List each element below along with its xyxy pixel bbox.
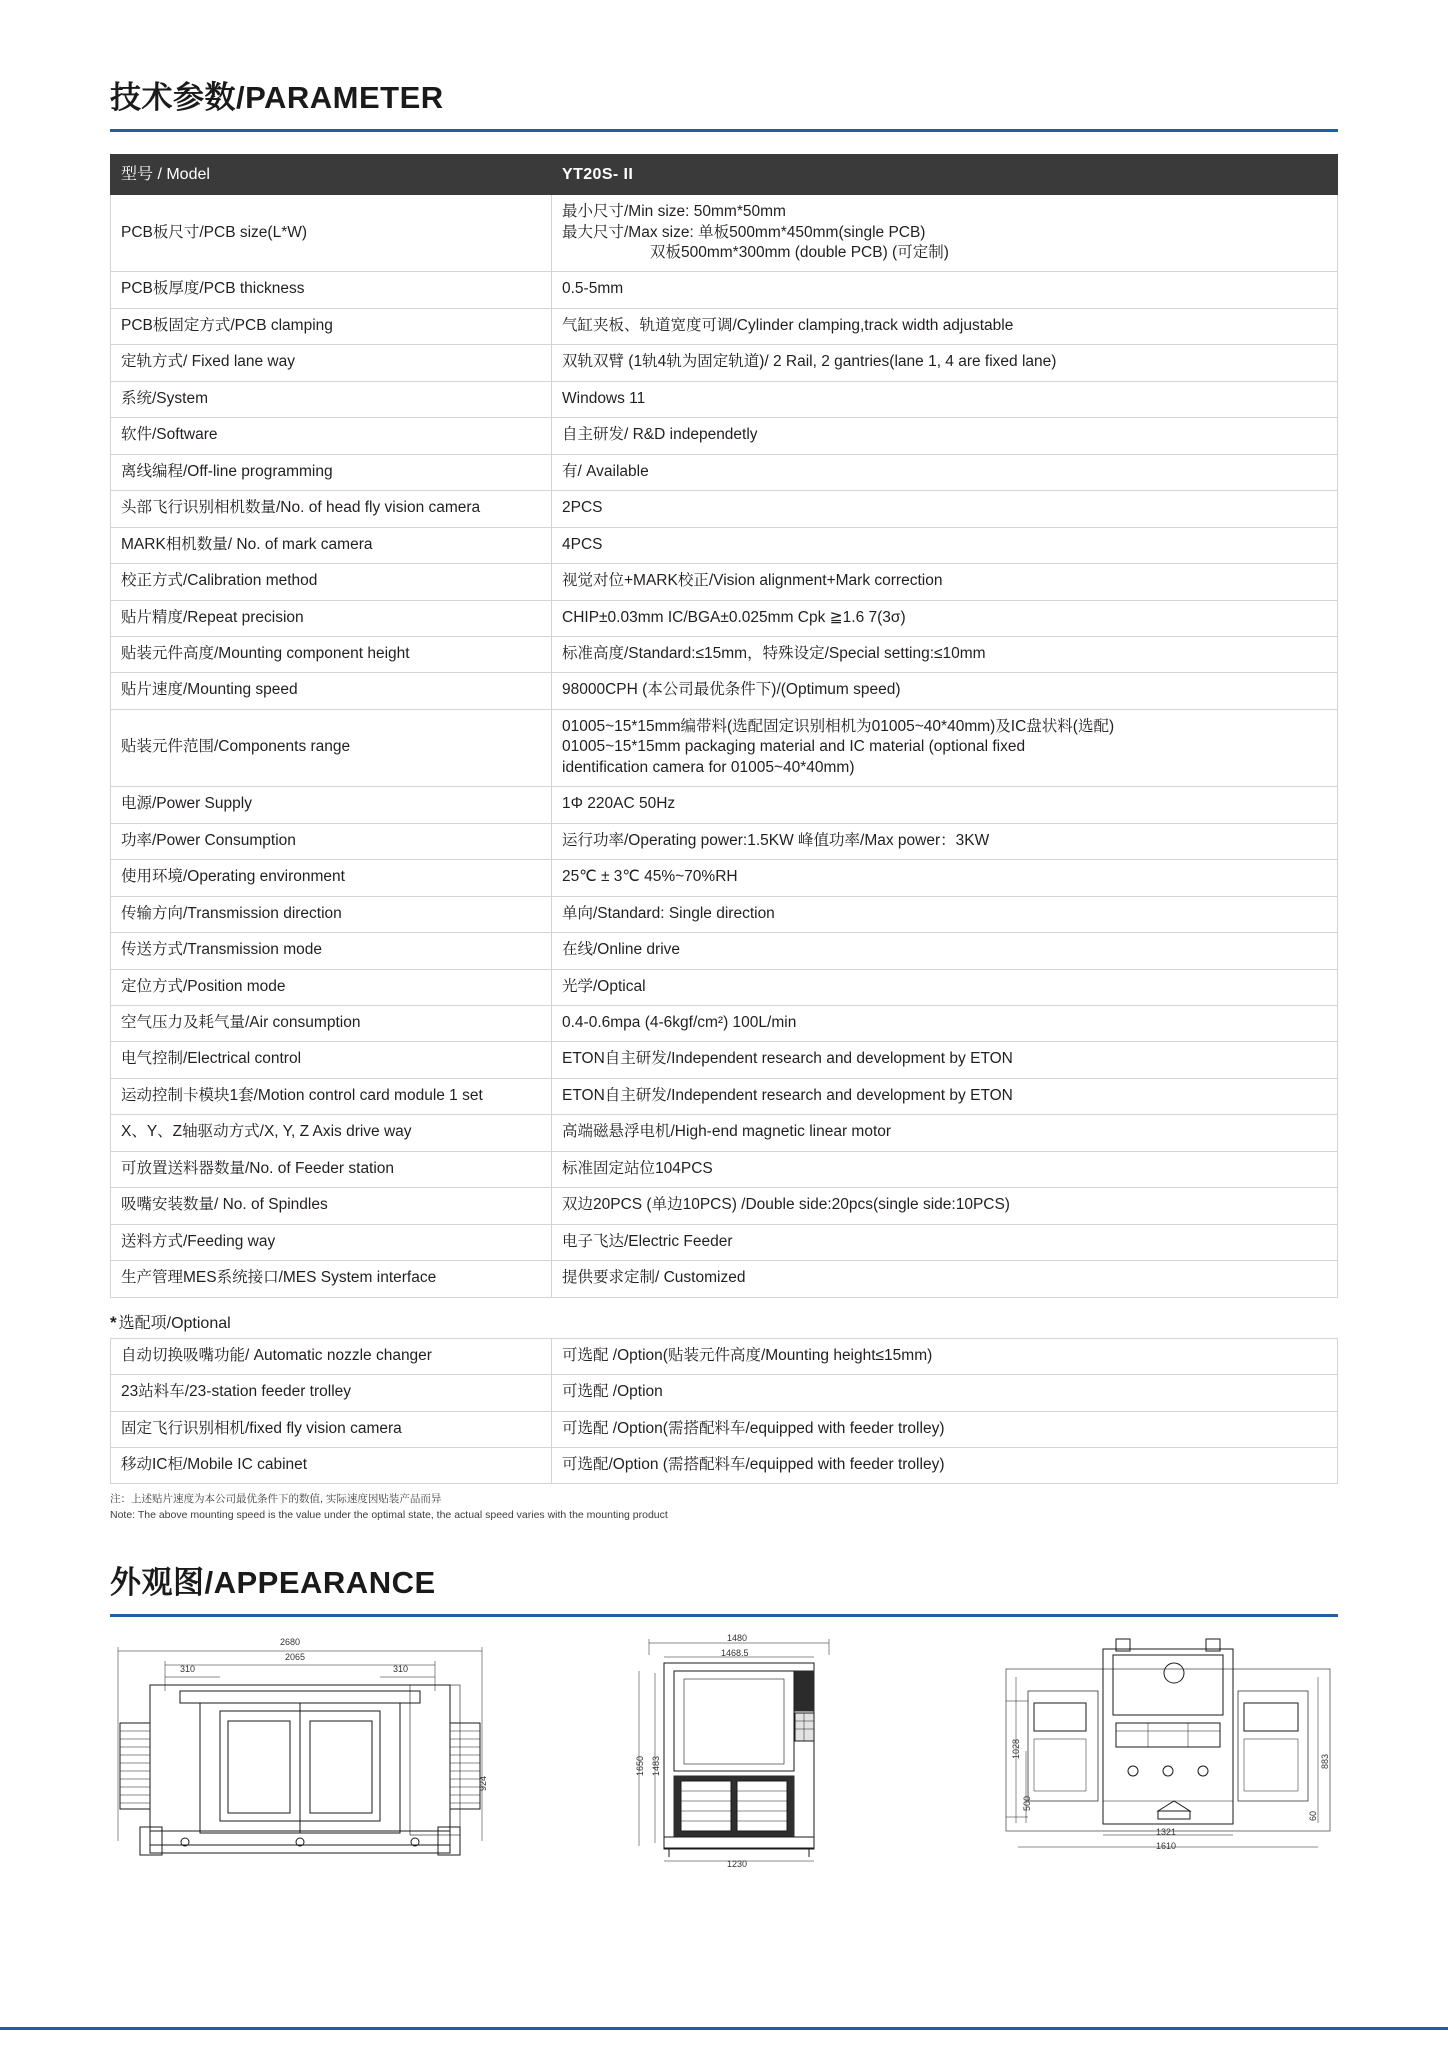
row-label: 生产管理MES系统接口/MES System interface [111,1261,552,1297]
row-label: 系统/System [111,381,552,417]
row-label: 自动切换吸嘴功能/ Automatic nozzle changer [111,1338,552,1374]
table-row [111,1411,1338,1447]
row-label: 电源/Power Supply [111,787,552,823]
row-label: 贴装元件高度/Mounting component height [111,637,552,673]
row-value: 双轨双臂 (1轨4轨为固定轨道)/ 2 Rail, 2 gantries(lane 1, 4 are fixed lane) [552,345,1338,381]
dimension-label: 1650 [635,1755,645,1776]
appearance-drawings [110,1631,1338,1876]
table-row [111,418,1338,454]
catalog-page [0,72,1448,2052]
row-value: CHIP±0.03mm IC/BGA±0.025mm Cpk ≧1.6 7(3σ) [552,600,1338,636]
row-label: MARK相机数量/ No. of mark camera [111,527,552,563]
page-title: 技术参数/PARAMETER [110,80,444,115]
optional-star: * [110,1312,117,1332]
row-value: 标准固定站位104PCS [552,1151,1338,1187]
row-value: 2PCS [552,491,1338,527]
table-row [111,1375,1338,1411]
row-value-line: 双板500mm*300mm (double PCB) (可定制) [650,244,949,262]
row-value: 双边20PCS (单边10PCS) /Double side:20pcs(single side:10PCS) [552,1188,1338,1224]
row-value-line: identification camera for 01005~40*40mm) [562,758,855,776]
row-value: 自主研发/ R&D independetly [552,418,1338,454]
row-value: 在线/Online drive [552,933,1338,969]
front-view-drawing [629,1631,859,1876]
dimension-label: 883 [1320,1753,1330,1769]
table-row [111,1224,1338,1260]
row-label: 头部飞行识别相机数量/No. of head fly vision camera [111,491,552,527]
table-row [111,860,1338,896]
table-row [111,381,1338,417]
row-label: PCB板厚度/PCB thickness [111,272,552,308]
row-value: 98000CPH (本公司最优条件下)/(Optimum speed) [552,673,1338,709]
parameter-table [110,154,1338,1298]
table-row [111,709,1338,786]
row-label: 贴片速度/Mounting speed [111,673,552,709]
dimension-label: 1321 [1156,1826,1177,1837]
optional-table-body [111,1338,1338,1484]
row-value: 可选配/Option (需搭配料车/equipped with feeder trolley) [552,1447,1338,1483]
row-label: 移动IC柜/Mobile IC cabinet [111,1447,552,1483]
table-row [111,345,1338,381]
row-label: 贴装元件范围/Components range [111,709,552,786]
row-value: 25℃ ± 3℃ 45%~70%RH [552,860,1338,896]
row-label: 定轨方式/ Fixed lane way [111,345,552,381]
table-row [111,272,1338,308]
row-label: 传送方式/Transmission mode [111,933,552,969]
row-value: 高端磁悬浮电机/High-end magnetic linear motor [552,1115,1338,1151]
side-view-drawing [998,1631,1338,1866]
table-row [111,673,1338,709]
footer-accent-rule [0,2027,1448,2030]
dimension-label: 500 [1022,1795,1032,1811]
row-label: 送料方式/Feeding way [111,1224,552,1260]
row-value: 气缸夹板、轨道宽度可调/Cylinder clamping,track width adjustable [552,308,1338,344]
row-value: ETON自主研发/Independent research and development by ETON [552,1042,1338,1078]
row-value: 4PCS [552,527,1338,563]
dimension-label: 2680 [280,1636,301,1647]
dimension-label: 310 [180,1663,196,1674]
row-label: X、Y、Z轴驱动方式/X, Y, Z Axis drive way [111,1115,552,1151]
row-value: 标准高度/Standard:≤15mm，特殊设定/Special setting:≤10mm [552,637,1338,673]
table-row [111,823,1338,859]
row-value: 可选配 /Option [552,1375,1338,1411]
dimension-label: 1468.5 [721,1647,749,1658]
table-row [111,1447,1338,1483]
row-value: 可选配 /Option(贴装元件高度/Mounting height≤15mm) [552,1338,1338,1374]
table-row [111,1261,1338,1297]
row-value: 可选配 /Option(需搭配料车/equipped with feeder trolley) [552,1411,1338,1447]
row-value: 0.5-5mm [552,272,1338,308]
row-label: 固定飞行识别相机/fixed fly vision camera [111,1411,552,1447]
row-label: 定位方式/Position mode [111,969,552,1005]
table-row [111,600,1338,636]
row-label: PCB板尺寸/PCB size(L*W) [111,195,552,272]
footnote-en: Note: The above mounting speed is the value under the optimal state, the actual speed varies with the mounting product [110,1508,668,1521]
row-label: 23站料车/23-station feeder trolley [111,1375,552,1411]
optional-heading [110,1310,1338,1333]
row-value: 光学/Optical [552,969,1338,1005]
row-value [552,709,1338,786]
dimension-label: 924 [478,1775,488,1791]
table-row [111,933,1338,969]
row-label: 功率/Power Consumption [111,823,552,859]
appearance-section-heading [110,1557,1338,1617]
table-row [111,1078,1338,1114]
table-row [111,896,1338,932]
table-row [111,969,1338,1005]
optional-heading-label: 选配项/Optional [118,1314,231,1332]
row-value: 视觉对位+MARK校正/Vision alignment+Mark correction [552,564,1338,600]
heading-accent-rule [110,129,1338,132]
row-label: 吸嘴安装数量/ No. of Spindles [111,1188,552,1224]
dimension-label: 1480 [727,1632,748,1643]
table-row [111,787,1338,823]
top-view-drawing [110,1631,490,1866]
row-label: 离线编程/Off-line programming [111,454,552,490]
row-value: 有/ Available [552,454,1338,490]
table-row [111,527,1338,563]
row-value: 0.4-0.6mpa (4-6kgf/cm²) 100L/min [552,1005,1338,1041]
row-value-line: 最大尺寸/Max size: 单板500mm*450mm(single PCB) [562,223,926,241]
dimension-label: 60 [1308,1810,1318,1821]
table-row [111,564,1338,600]
row-value-line: 01005~15*15mm packaging material and IC material (optional fixed [562,738,1026,756]
row-label: 空气压力及耗气量/Air consumption [111,1005,552,1041]
row-value-line: 01005~15*15mm编带料(选配固定识别相机为01005~40*40mm)及IC盘状料(选配) [562,717,1115,735]
appearance-accent-rule [110,1614,1338,1617]
optional-table [110,1338,1338,1485]
table-row [111,1338,1338,1374]
row-label: 可放置送料器数量/No. of Feeder station [111,1151,552,1187]
table-row [111,1151,1338,1187]
table-row [111,637,1338,673]
header-model-cell: YT20S- II [552,155,1338,195]
row-label: 软件/Software [111,418,552,454]
row-label: 贴片精度/Repeat precision [111,600,552,636]
row-value: 提供要求定制/ Customized [552,1261,1338,1297]
footnote-cn: 注：上述贴片速度为本公司最优条件下的数值, 实际速度因贴装产品而异 [110,1493,442,1506]
row-label: 电气控制/Electrical control [111,1042,552,1078]
row-label: 传输方向/Transmission direction [111,896,552,932]
table-row [111,1188,1338,1224]
parameter-table-body [111,155,1338,1298]
table-row [111,1005,1338,1041]
footnote [110,1492,1338,1522]
table-row [111,454,1338,490]
row-label: 运动控制卡模块1套/Motion control card module 1 set [111,1078,552,1114]
row-value: ETON自主研发/Independent research and development by ETON [552,1078,1338,1114]
top-view-svg [110,1631,490,1861]
row-value: 运行功率/Operating power:1.5KW 峰值功率/Max power：3KW [552,823,1338,859]
dimension-label: 2065 [285,1651,306,1662]
row-label: PCB板固定方式/PCB clamping [111,308,552,344]
row-value-line: 最小尺寸/Min size: 50mm*50mm [562,203,786,221]
front-view-svg [629,1631,859,1871]
row-label: 使用环境/Operating environment [111,860,552,896]
dimension-label: 1230 [727,1858,748,1869]
appearance-title: 外观图/APPEARANCE [110,1564,436,1600]
table-row [111,1042,1338,1078]
row-label: 校正方式/Calibration method [111,564,552,600]
table-row [111,308,1338,344]
parameter-section-heading [110,72,1338,132]
row-value: 1Φ 220AC 50Hz [552,787,1338,823]
row-value: 电子飞达/Electric Feeder [552,1224,1338,1260]
header-label-cell: 型号 / Model [111,155,552,195]
row-value: 单向/Standard: Single direction [552,896,1338,932]
dimension-label: 310 [393,1663,409,1674]
row-value [552,195,1338,272]
table-row [111,195,1338,272]
table-row [111,491,1338,527]
dimension-label: 1610 [1156,1840,1177,1851]
dimension-label: 1483 [651,1755,661,1776]
table-row [111,1115,1338,1151]
dimension-label: 1028 [1011,1738,1021,1759]
row-value: Windows 11 [552,381,1338,417]
table-header-row [111,155,1338,195]
